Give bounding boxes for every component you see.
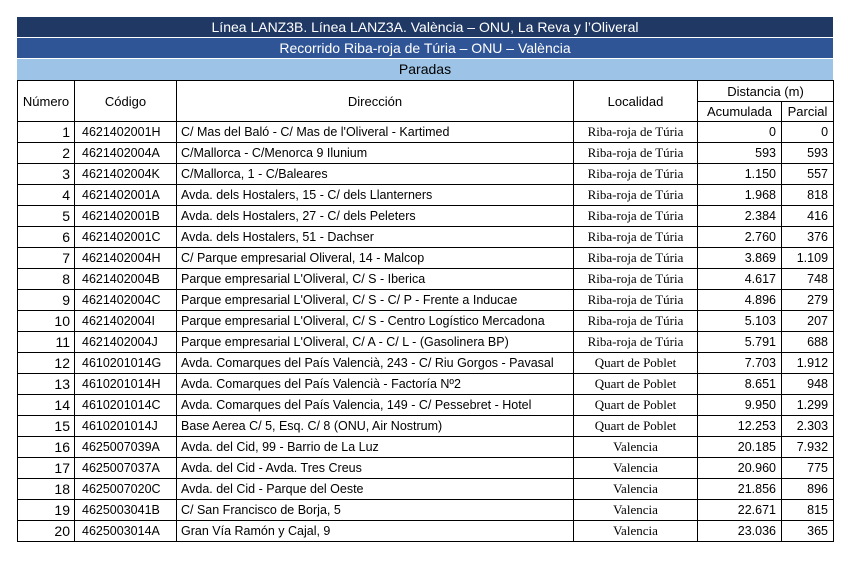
stop-number: 4 [18, 185, 75, 206]
stop-address: C/Mallorca - C/Menorca 9 Ilunium [177, 143, 574, 164]
table-row [18, 353, 834, 374]
stop-number: 11 [18, 332, 75, 353]
distance-partial: 593 [782, 143, 834, 164]
header-localidad: Localidad [574, 81, 698, 122]
distance-partial: 688 [782, 332, 834, 353]
distance-partial: 2.303 [782, 416, 834, 437]
stop-address: Avda. dels Hostalers, 15 - C/ dels Llanterners [177, 185, 574, 206]
stop-code: 4621402004B [75, 269, 177, 290]
stop-locality: Riba-roja de Túria [574, 164, 698, 185]
stop-locality: Riba-roja de Túria [574, 185, 698, 206]
stops-body [18, 122, 834, 542]
stop-code: 4625003041B [75, 500, 177, 521]
stop-code: 4610201014C [75, 395, 177, 416]
stop-code: 4625003014A [75, 521, 177, 542]
stop-number: 1 [18, 122, 75, 143]
stop-locality: Riba-roja de Túria [574, 206, 698, 227]
header-numero: Número [18, 81, 75, 122]
stop-locality: Valencia [574, 521, 698, 542]
stop-number: 2 [18, 143, 75, 164]
stop-number: 16 [18, 437, 75, 458]
table-row [18, 185, 834, 206]
distance-accumulated: 1.968 [698, 185, 782, 206]
stop-number: 14 [18, 395, 75, 416]
stop-code: 4621402004H [75, 248, 177, 269]
stop-address: Parque empresarial L'Oliveral, C/ S - C/ P - Frente a Inducae [177, 290, 574, 311]
section-title: Paradas [17, 58, 833, 80]
stop-address: Gran Vía Ramón y Cajal, 9 [177, 521, 574, 542]
distance-partial: 896 [782, 479, 834, 500]
distance-accumulated: 4.617 [698, 269, 782, 290]
header-direccion: Dirección [177, 81, 574, 122]
stop-address: C/Mallorca, 1 - C/Baleares [177, 164, 574, 185]
stop-address: Base Aerea C/ 5, Esq. C/ 8 (ONU, Air Nostrum) [177, 416, 574, 437]
stop-code: 4621402001B [75, 206, 177, 227]
stop-locality: Riba-roja de Túria [574, 227, 698, 248]
stop-address: Avda. Comarques del País Valencià - Factoría Nº2 [177, 374, 574, 395]
table-row [18, 332, 834, 353]
stop-address: C/ Mas del Baló - C/ Mas de l'Oliveral - Kartimed [177, 122, 574, 143]
stop-number: 20 [18, 521, 75, 542]
stops-sheet [17, 17, 833, 542]
table-row [18, 143, 834, 164]
stop-code: 4621402004K [75, 164, 177, 185]
stop-locality: Valencia [574, 437, 698, 458]
table-row [18, 395, 834, 416]
stop-address: Avda. Comarques del País Valencia, 149 - C/ Pessebret - Hotel [177, 395, 574, 416]
table-row [18, 269, 834, 290]
stop-number: 3 [18, 164, 75, 185]
distance-accumulated: 5.103 [698, 311, 782, 332]
stop-address: Avda. del Cid - Avda. Tres Creus [177, 458, 574, 479]
stop-address: Parque empresarial L'Oliveral, C/ S - Centro Logístico Mercadona [177, 311, 574, 332]
header-parcial: Parcial [782, 102, 834, 122]
stop-locality: Valencia [574, 500, 698, 521]
distance-accumulated: 23.036 [698, 521, 782, 542]
stop-code: 4621402004J [75, 332, 177, 353]
stop-locality: Riba-roja de Túria [574, 311, 698, 332]
stop-locality: Riba-roja de Túria [574, 290, 698, 311]
distance-accumulated: 8.651 [698, 374, 782, 395]
distance-partial: 815 [782, 500, 834, 521]
distance-partial: 557 [782, 164, 834, 185]
stop-number: 5 [18, 206, 75, 227]
table-row [18, 164, 834, 185]
distance-partial: 416 [782, 206, 834, 227]
stop-address: Avda. del Cid - Parque del Oeste [177, 479, 574, 500]
stop-code: 4625007020C [75, 479, 177, 500]
stop-code: 4610201014H [75, 374, 177, 395]
stop-code: 4621402001C [75, 227, 177, 248]
distance-accumulated: 2.384 [698, 206, 782, 227]
table-row [18, 458, 834, 479]
stop-address: Avda. Comarques del País Valencià, 243 - C/ Riu Gorgos - Pavasal [177, 353, 574, 374]
header-codigo: Código [75, 81, 177, 122]
stop-code: 4621402004A [75, 143, 177, 164]
stop-number: 10 [18, 311, 75, 332]
stop-code: 4621402004C [75, 290, 177, 311]
distance-partial: 1.109 [782, 248, 834, 269]
distance-partial: 1.299 [782, 395, 834, 416]
table-row [18, 122, 834, 143]
stop-locality: Valencia [574, 458, 698, 479]
stop-number: 19 [18, 500, 75, 521]
stop-code: 4621402001H [75, 122, 177, 143]
stop-code: 4625007037A [75, 458, 177, 479]
table-row [18, 311, 834, 332]
table-row [18, 437, 834, 458]
stop-number: 17 [18, 458, 75, 479]
line-title: Línea LANZ3B. Línea LANZ3A. València – ONU, La Reva y l’Oliveral [17, 17, 833, 37]
stop-number: 13 [18, 374, 75, 395]
stop-address: Parque empresarial L'Oliveral, C/ S - Iberica [177, 269, 574, 290]
stop-number: 7 [18, 248, 75, 269]
stop-address: Avda. dels Hostalers, 51 - Dachser [177, 227, 574, 248]
stop-number: 9 [18, 290, 75, 311]
stop-address: C/ San Francisco de Borja, 5 [177, 500, 574, 521]
stop-locality: Quart de Poblet [574, 353, 698, 374]
distance-partial: 1.912 [782, 353, 834, 374]
distance-partial: 207 [782, 311, 834, 332]
distance-accumulated: 593 [698, 143, 782, 164]
stop-locality: Riba-roja de Túria [574, 143, 698, 164]
header-acumulada: Acumulada [698, 102, 782, 122]
stop-locality: Riba-roja de Túria [574, 269, 698, 290]
distance-accumulated: 3.869 [698, 248, 782, 269]
stop-address: Avda. dels Hostalers, 27 - C/ dels Peleters [177, 206, 574, 227]
stop-number: 18 [18, 479, 75, 500]
table-row [18, 227, 834, 248]
distance-accumulated: 22.671 [698, 500, 782, 521]
distance-accumulated: 12.253 [698, 416, 782, 437]
stop-address: Parque empresarial L'Oliveral, C/ A - C/ L - (Gasolinera BP) [177, 332, 574, 353]
table-row [18, 479, 834, 500]
stop-locality: Riba-roja de Túria [574, 248, 698, 269]
distance-partial: 748 [782, 269, 834, 290]
distance-accumulated: 9.950 [698, 395, 782, 416]
stop-number: 8 [18, 269, 75, 290]
header-distancia: Distancia (m) [698, 81, 834, 102]
stop-number: 12 [18, 353, 75, 374]
distance-partial: 948 [782, 374, 834, 395]
stop-locality: Riba-roja de Túria [574, 122, 698, 143]
distance-partial: 818 [782, 185, 834, 206]
table-row [18, 290, 834, 311]
stop-locality: Quart de Poblet [574, 416, 698, 437]
table-row [18, 206, 834, 227]
distance-accumulated: 7.703 [698, 353, 782, 374]
distance-accumulated: 1.150 [698, 164, 782, 185]
stop-number: 15 [18, 416, 75, 437]
distance-accumulated: 20.960 [698, 458, 782, 479]
stop-code: 4621402004I [75, 311, 177, 332]
table-row [18, 416, 834, 437]
distance-partial: 279 [782, 290, 834, 311]
stop-locality: Quart de Poblet [574, 395, 698, 416]
distance-partial: 376 [782, 227, 834, 248]
stop-code: 4625007039A [75, 437, 177, 458]
distance-partial: 365 [782, 521, 834, 542]
stops-table [17, 80, 834, 542]
stop-code: 4621402001A [75, 185, 177, 206]
distance-partial: 0 [782, 122, 834, 143]
table-row [18, 500, 834, 521]
stop-address: Avda. del Cid, 99 - Barrio de La Luz [177, 437, 574, 458]
stop-address: C/ Parque empresarial Oliveral, 14 - Malcop [177, 248, 574, 269]
table-row [18, 374, 834, 395]
table-row [18, 521, 834, 542]
route-title: Recorrido Riba-roja de Túria – ONU – València [17, 37, 833, 58]
stop-number: 6 [18, 227, 75, 248]
distance-accumulated: 0 [698, 122, 782, 143]
distance-accumulated: 4.896 [698, 290, 782, 311]
table-row [18, 248, 834, 269]
distance-partial: 7.932 [782, 437, 834, 458]
distance-accumulated: 21.856 [698, 479, 782, 500]
distance-partial: 775 [782, 458, 834, 479]
stop-locality: Valencia [574, 479, 698, 500]
stop-code: 4610201014G [75, 353, 177, 374]
stop-locality: Quart de Poblet [574, 374, 698, 395]
stop-locality: Riba-roja de Túria [574, 332, 698, 353]
distance-accumulated: 5.791 [698, 332, 782, 353]
distance-accumulated: 2.760 [698, 227, 782, 248]
distance-accumulated: 20.185 [698, 437, 782, 458]
stop-code: 4610201014J [75, 416, 177, 437]
